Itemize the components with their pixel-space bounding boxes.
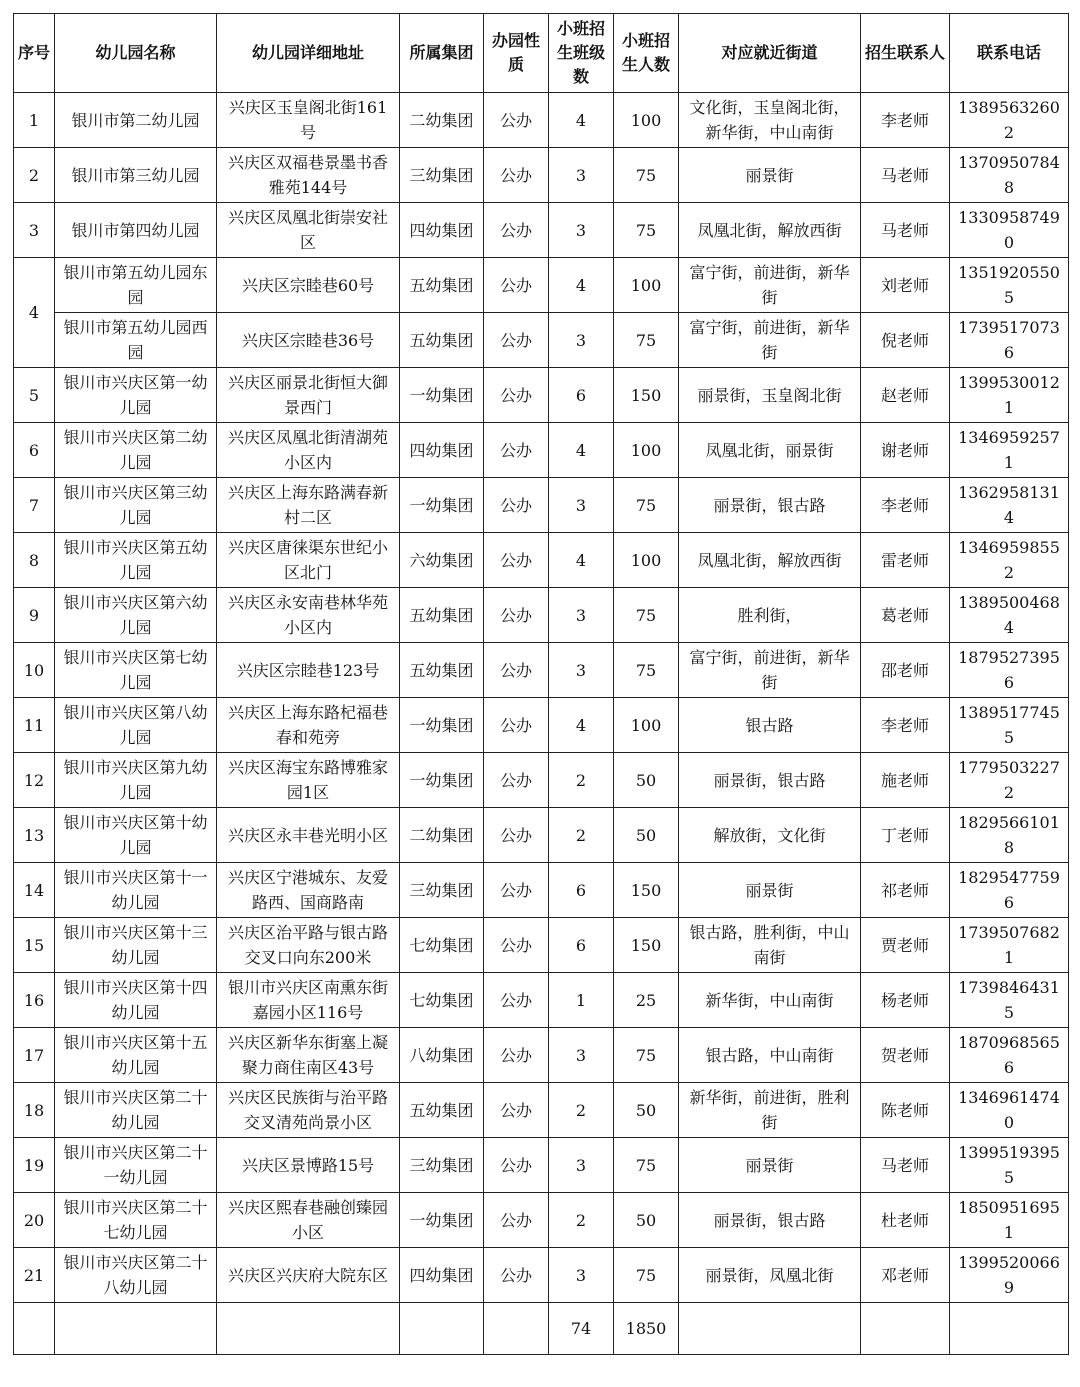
cell-contact: 祁老师 [861,863,950,918]
cell-group: 五幼集团 [400,258,484,313]
cell-address: 兴庆区宗睦巷123号 [217,643,400,698]
cell-group: 八幼集团 [400,1028,484,1083]
streets-text: 丽景街，玉皇阁北街 [697,385,842,405]
cell-index: 9 [14,588,55,643]
cell-streets [679,973,861,1028]
cell-nature: 公办 [484,698,549,753]
cell-index: 2 [14,148,55,203]
streets-text: 新华街，中山南街 [705,990,834,1010]
totals-cell [400,1303,484,1355]
cell-enrollment: 50 [614,1083,679,1138]
cell-classes: 4 [549,533,614,588]
cell-name: 银川市兴庆区第三幼儿园 [55,478,217,533]
cell-group: 一幼集团 [400,368,484,423]
cell-index: 18 [14,1083,55,1138]
cell-phone: 13469598552 [950,533,1069,588]
cell-phone: 13995200669 [950,1248,1069,1303]
table-row [14,478,1069,533]
cell-contact: 贾老师 [861,918,950,973]
cell-contact: 杜老师 [861,1193,950,1248]
cell-classes: 2 [549,808,614,863]
cell-group: 一幼集团 [400,698,484,753]
cell-classes: 2 [549,1083,614,1138]
table-row [14,643,1069,698]
cell-streets [679,753,861,808]
col-header-group: 所属集团 [400,14,484,93]
table-row [14,973,1069,1028]
cell-contact: 马老师 [861,148,950,203]
col-header-classes: 小班招生班级数 [549,14,614,93]
cell-index: 5 [14,368,55,423]
cell-classes: 6 [549,863,614,918]
cell-phone: 18509516951 [950,1193,1069,1248]
streets-text: 凤凰北街，解放西街 [697,220,842,240]
table-row [14,423,1069,478]
cell-contact: 葛老师 [861,588,950,643]
cell-address: 兴庆区新华东街塞上凝聚力商住南区43号 [217,1028,400,1083]
cell-contact: 李老师 [861,478,950,533]
cell-phone: 13995300121 [950,368,1069,423]
streets-text: 丽景街，银古路 [713,1210,826,1230]
cell-group: 五幼集团 [400,313,484,368]
header-row [14,14,1069,93]
streets-text: 丽景街 [745,165,794,185]
cell-address: 兴庆区治平路与银古路交叉口向东200米 [217,918,400,973]
cell-enrollment: 75 [614,643,679,698]
cell-address: 兴庆区熙春巷融创臻园小区 [217,1193,400,1248]
cell-name: 银川市兴庆区第二十八幼儿园 [55,1248,217,1303]
cell-enrollment: 75 [614,1248,679,1303]
table-row [14,1193,1069,1248]
cell-address: 兴庆区上海东路杞福巷春和苑旁 [217,698,400,753]
cell-enrollment: 100 [614,698,679,753]
col-header-phone: 联系电话 [950,14,1069,93]
streets-text: 丽景街，银古路 [713,495,826,515]
cell-group: 一幼集团 [400,1193,484,1248]
cell-address: 兴庆区兴庆府大院东区 [217,1248,400,1303]
cell-enrollment: 75 [614,203,679,258]
cell-index: 21 [14,1248,55,1303]
cell-contact: 施老师 [861,753,950,808]
cell-classes: 3 [549,1138,614,1193]
cell-classes: 6 [549,918,614,973]
cell-classes: 2 [549,753,614,808]
cell-contact: 邵老师 [861,643,950,698]
cell-phone: 13469592571 [950,423,1069,478]
cell-streets [679,918,861,973]
table-row [14,918,1069,973]
cell-name: 银川市兴庆区第二十七幼儿园 [55,1193,217,1248]
cell-phone: 18795273956 [950,643,1069,698]
cell-contact: 刘老师 [861,258,950,313]
col-header-index: 序号 [14,14,55,93]
streets-text: 丽景街 [745,880,794,900]
totals-cell [14,1303,55,1355]
cell-streets [679,368,861,423]
cell-index: 16 [14,973,55,1028]
cell-address: 兴庆区玉皇阁北街161号 [217,93,400,148]
cell-group: 三幼集团 [400,148,484,203]
cell-group: 一幼集团 [400,753,484,808]
cell-phone: 13995193955 [950,1138,1069,1193]
cell-address: 兴庆区宁港城东、友爱路西、国商路南 [217,863,400,918]
streets-text: 丽景街，凤凰北街 [705,1265,834,1285]
cell-phone: 13519205505 [950,258,1069,313]
cell-index: 8 [14,533,55,588]
cell-name: 银川市兴庆区第七幼儿园 [55,643,217,698]
cell-name: 银川市第三幼儿园 [55,148,217,203]
streets-text: 凤凰北街，解放西街 [697,550,842,570]
cell-enrollment: 50 [614,808,679,863]
cell-name: 银川市兴庆区第十一幼儿园 [55,863,217,918]
cell-classes: 3 [549,643,614,698]
cell-classes: 3 [549,588,614,643]
cell-index: 7 [14,478,55,533]
cell-contact: 杨老师 [861,973,950,1028]
streets-text: 解放街，文化街 [713,825,826,845]
col-header-name: 幼儿园名称 [55,14,217,93]
cell-phone: 13895004684 [950,588,1069,643]
cell-contact: 赵老师 [861,368,950,423]
cell-phone: 18295661018 [950,808,1069,863]
col-header-address: 幼儿园详细地址 [217,14,400,93]
cell-contact: 雷老师 [861,533,950,588]
cell-group: 七幼集团 [400,918,484,973]
cell-group: 六幼集团 [400,533,484,588]
cell-index: 15 [14,918,55,973]
cell-name: 银川市兴庆区第八幼儿园 [55,698,217,753]
streets-text: 胜利街， [737,605,802,625]
cell-group: 二幼集团 [400,808,484,863]
table-row [14,1028,1069,1083]
cell-address: 兴庆区永丰巷光明小区 [217,808,400,863]
cell-streets [679,533,861,588]
cell-streets [679,203,861,258]
cell-name: 银川市兴庆区第六幼儿园 [55,588,217,643]
cell-streets [679,643,861,698]
cell-phone: 13629581314 [950,478,1069,533]
cell-streets [679,258,861,313]
cell-name: 银川市第五幼儿园东园 [55,258,217,313]
table-row [14,258,1069,313]
cell-nature: 公办 [484,808,549,863]
cell-phone: 13895632602 [950,93,1069,148]
cell-contact: 丁老师 [861,808,950,863]
cell-enrollment: 100 [614,93,679,148]
cell-contact: 邓老师 [861,1248,950,1303]
cell-nature: 公办 [484,753,549,808]
cell-contact: 谢老师 [861,423,950,478]
cell-streets [679,808,861,863]
cell-group: 七幼集团 [400,973,484,1028]
cell-address: 兴庆区丽景北街恒大御景西门 [217,368,400,423]
cell-enrollment: 100 [614,258,679,313]
cell-nature: 公办 [484,588,549,643]
cell-name: 银川市兴庆区第二十一幼儿园 [55,1138,217,1193]
cell-phone: 13709507848 [950,148,1069,203]
cell-streets [679,148,861,203]
cell-phone: 13469614740 [950,1083,1069,1138]
table-row [14,808,1069,863]
cell-index: 10 [14,643,55,698]
cell-group: 五幼集团 [400,1083,484,1138]
cell-enrollment: 75 [614,1028,679,1083]
cell-phone: 18295477596 [950,863,1069,918]
cell-enrollment: 150 [614,918,679,973]
cell-enrollment: 150 [614,863,679,918]
cell-enrollment: 75 [614,478,679,533]
cell-name: 银川市兴庆区第十四幼儿园 [55,973,217,1028]
cell-classes: 4 [549,423,614,478]
table-row [14,93,1069,148]
cell-name: 银川市兴庆区第十幼儿园 [55,808,217,863]
col-header-enrollment: 小班招生人数 [614,14,679,93]
cell-name: 银川市兴庆区第九幼儿园 [55,753,217,808]
cell-enrollment: 100 [614,533,679,588]
cell-index: 1 [14,93,55,148]
cell-address: 兴庆区海宝东路博雅家园1区 [217,753,400,808]
cell-address: 兴庆区双福巷景墨书香雅苑144号 [217,148,400,203]
streets-text: 新华街，前进街，胜利街 [689,1088,850,1132]
totals-cell [679,1303,861,1355]
streets-text: 银古路，胜利街，中山南街 [689,923,850,967]
cell-streets [679,1083,861,1138]
cell-group: 四幼集团 [400,203,484,258]
cell-phone: 17795032272 [950,753,1069,808]
cell-enrollment: 75 [614,313,679,368]
total-enrollment: 1850 [614,1303,679,1355]
col-header-nature: 办园性质 [484,14,549,93]
cell-nature: 公办 [484,368,549,423]
totals-row [14,1303,1069,1355]
cell-enrollment: 100 [614,423,679,478]
cell-enrollment: 150 [614,368,679,423]
table-row [14,588,1069,643]
cell-phone: 13309587490 [950,203,1069,258]
cell-contact: 陈老师 [861,1083,950,1138]
cell-group: 四幼集团 [400,1248,484,1303]
cell-phone: 17398464315 [950,973,1069,1028]
cell-streets [679,1138,861,1193]
cell-phone: 17395170736 [950,313,1069,368]
cell-streets [679,313,861,368]
cell-streets [679,478,861,533]
table-row [14,863,1069,918]
cell-name: 银川市第五幼儿园西园 [55,313,217,368]
cell-nature: 公办 [484,1138,549,1193]
cell-nature: 公办 [484,1248,549,1303]
cell-nature: 公办 [484,313,549,368]
table-row [14,368,1069,423]
cell-streets [679,588,861,643]
table-row [14,313,1069,368]
cell-address: 兴庆区景博路15号 [217,1138,400,1193]
cell-streets [679,863,861,918]
streets-text: 凤凰北街，丽景街 [705,440,834,460]
totals-cell [55,1303,217,1355]
streets-text: 文化街，玉皇阁北街，新华街，中山南街 [689,98,850,142]
cell-phone: 18709685656 [950,1028,1069,1083]
cell-index: 6 [14,423,55,478]
cell-enrollment: 50 [614,1193,679,1248]
cell-classes: 4 [549,258,614,313]
cell-streets [679,1028,861,1083]
cell-name: 银川市兴庆区第十五幼儿园 [55,1028,217,1083]
cell-group: 一幼集团 [400,478,484,533]
cell-group: 五幼集团 [400,643,484,698]
cell-address: 兴庆区上海东路满春新村二区 [217,478,400,533]
cell-nature: 公办 [484,93,549,148]
cell-address: 银川市兴庆区南熏东街嘉园小区116号 [217,973,400,1028]
streets-text: 富宁街，前进街，新华街 [689,648,850,692]
table-row [14,1138,1069,1193]
cell-contact: 贺老师 [861,1028,950,1083]
cell-enrollment: 50 [614,753,679,808]
cell-index: 4 [14,258,55,368]
cell-phone: 17395076821 [950,918,1069,973]
cell-nature: 公办 [484,973,549,1028]
cell-name: 银川市兴庆区第一幼儿园 [55,368,217,423]
totals-cell [217,1303,400,1355]
cell-name: 银川市兴庆区第十三幼儿园 [55,918,217,973]
table-row [14,1248,1069,1303]
totals-cell [950,1303,1069,1355]
cell-name: 银川市第四幼儿园 [55,203,217,258]
cell-streets [679,698,861,753]
cell-nature: 公办 [484,423,549,478]
cell-classes: 1 [549,973,614,1028]
totals-cell [861,1303,950,1355]
cell-classes: 6 [549,368,614,423]
table-row [14,753,1069,808]
cell-index: 17 [14,1028,55,1083]
cell-classes: 2 [549,1193,614,1248]
cell-nature: 公办 [484,1193,549,1248]
cell-nature: 公办 [484,643,549,698]
cell-phone: 13895177455 [950,698,1069,753]
cell-name: 银川市兴庆区第二十幼儿园 [55,1083,217,1138]
cell-nature: 公办 [484,478,549,533]
cell-contact: 倪老师 [861,313,950,368]
cell-contact: 李老师 [861,698,950,753]
cell-streets [679,1248,861,1303]
cell-classes: 4 [549,93,614,148]
cell-classes: 3 [549,1028,614,1083]
cell-name: 银川市兴庆区第二幼儿园 [55,423,217,478]
cell-address: 兴庆区宗睦巷36号 [217,313,400,368]
cell-streets [679,93,861,148]
cell-group: 三幼集团 [400,1138,484,1193]
totals-cell [484,1303,549,1355]
enrollment-table [13,13,1069,1355]
cell-nature: 公办 [484,863,549,918]
cell-index: 20 [14,1193,55,1248]
table-row [14,698,1069,753]
cell-name: 银川市第二幼儿园 [55,93,217,148]
cell-classes: 3 [549,478,614,533]
col-header-contact: 招生联系人 [861,14,950,93]
col-header-streets: 对应就近街道 [679,14,861,93]
cell-index: 14 [14,863,55,918]
cell-classes: 3 [549,1248,614,1303]
cell-nature: 公办 [484,203,549,258]
cell-enrollment: 75 [614,1138,679,1193]
streets-text: 富宁街，前进街，新华街 [689,318,850,362]
table-row [14,203,1069,258]
cell-classes: 3 [549,313,614,368]
cell-index: 11 [14,698,55,753]
cell-nature: 公办 [484,258,549,313]
cell-group: 二幼集团 [400,93,484,148]
cell-address: 兴庆区凤凰北街崇安社区 [217,203,400,258]
cell-address: 兴庆区永安南巷林华苑小区内 [217,588,400,643]
cell-address: 兴庆区民族街与治平路交叉清苑尚景小区 [217,1083,400,1138]
cell-enrollment: 75 [614,148,679,203]
cell-enrollment: 75 [614,588,679,643]
cell-name: 银川市兴庆区第五幼儿园 [55,533,217,588]
total-classes: 74 [549,1303,614,1355]
streets-text: 丽景街 [745,1155,794,1175]
cell-streets [679,423,861,478]
cell-classes: 3 [549,203,614,258]
cell-nature: 公办 [484,148,549,203]
cell-classes: 4 [549,698,614,753]
cell-streets [679,1193,861,1248]
cell-enrollment: 25 [614,973,679,1028]
cell-nature: 公办 [484,533,549,588]
cell-nature: 公办 [484,918,549,973]
cell-classes: 3 [549,148,614,203]
cell-nature: 公办 [484,1028,549,1083]
cell-address: 兴庆区唐徕渠东世纪小区北门 [217,533,400,588]
streets-text: 富宁街，前进街，新华街 [689,263,850,307]
cell-group: 五幼集团 [400,588,484,643]
cell-index: 12 [14,753,55,808]
cell-contact: 马老师 [861,1138,950,1193]
cell-contact: 马老师 [861,203,950,258]
streets-text: 银古路，中山南街 [705,1045,834,1065]
table-row [14,1083,1069,1138]
cell-address: 兴庆区宗睦巷60号 [217,258,400,313]
cell-group: 四幼集团 [400,423,484,478]
table-row [14,148,1069,203]
cell-index: 13 [14,808,55,863]
table-row [14,533,1069,588]
cell-index: 19 [14,1138,55,1193]
cell-group: 三幼集团 [400,863,484,918]
cell-contact: 李老师 [861,93,950,148]
streets-text: 丽景街，银古路 [713,770,826,790]
cell-index: 3 [14,203,55,258]
cell-nature: 公办 [484,1083,549,1138]
cell-address: 兴庆区凤凰北街清湖苑小区内 [217,423,400,478]
streets-text: 银古路 [745,715,794,735]
